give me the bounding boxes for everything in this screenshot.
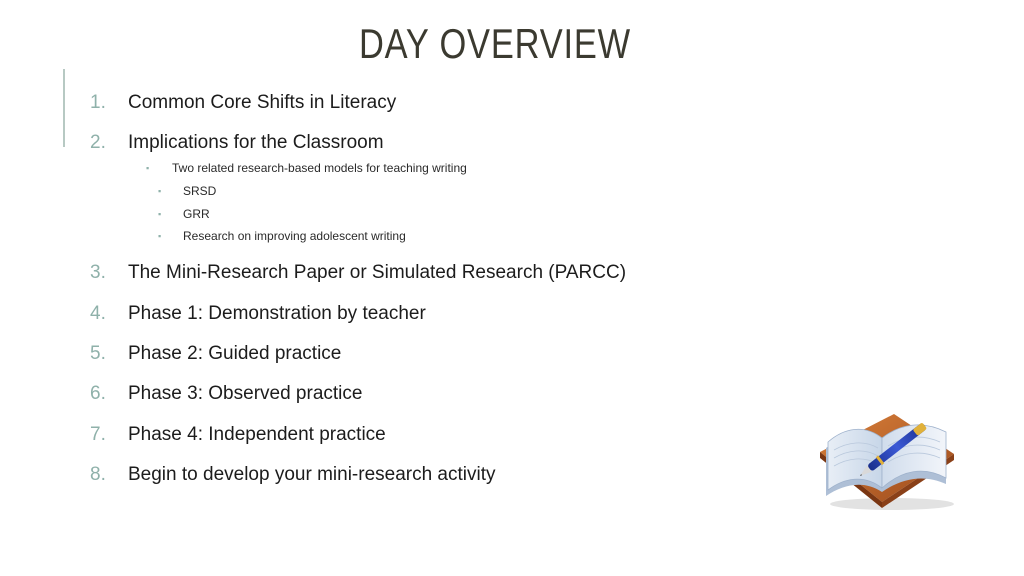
item-label: Phase 2: Guided practice <box>128 343 342 364</box>
sub-item-label: Two related research-based models for teaching writing <box>172 161 467 175</box>
item-number: 4. <box>90 303 106 324</box>
slide-title: DAY OVERVIEW <box>358 20 632 67</box>
list-item <box>90 128 384 158</box>
item-number: 6. <box>90 383 106 404</box>
bullet-icon: ▪ <box>146 163 150 173</box>
bullet-icon: ▪ <box>158 231 162 241</box>
sub-list-item <box>158 182 216 200</box>
open-book-with-pen-icon <box>812 392 962 512</box>
item-number: 7. <box>90 424 106 445</box>
item-label: Phase 1: Demonstration by teacher <box>128 303 426 324</box>
list-item <box>90 420 386 450</box>
item-label: Common Core Shifts in Literacy <box>128 92 397 113</box>
item-number: 1. <box>90 92 106 113</box>
item-label: Phase 3: Observed practice <box>128 383 363 404</box>
item-number: 5. <box>90 343 106 364</box>
sub-list-item <box>158 205 210 223</box>
item-number: 8. <box>90 464 106 485</box>
sub-item-label: GRR <box>183 207 210 221</box>
item-label: Phase 4: Independent practice <box>128 424 386 445</box>
bullet-icon: ▪ <box>158 186 162 196</box>
list-item <box>90 88 396 118</box>
list-item <box>90 299 426 329</box>
item-number: 2. <box>90 132 106 153</box>
list-item <box>90 460 496 490</box>
accent-bar <box>63 69 65 147</box>
list-item <box>90 258 626 288</box>
item-label: Begin to develop your mini-research activity <box>128 464 496 485</box>
sub-list-item <box>146 159 467 177</box>
list-item <box>90 379 362 409</box>
item-number: 3. <box>90 262 106 283</box>
bullet-icon: ▪ <box>158 209 162 219</box>
sub-list-item <box>158 227 406 245</box>
list-item <box>90 339 341 369</box>
item-label: Implications for the Classroom <box>128 132 384 153</box>
sub-item-label: Research on improving adolescent writing <box>183 229 406 243</box>
sub-item-label: SRSD <box>183 184 217 198</box>
item-label: The Mini-Research Paper or Simulated Research (PARCC) <box>128 262 627 283</box>
